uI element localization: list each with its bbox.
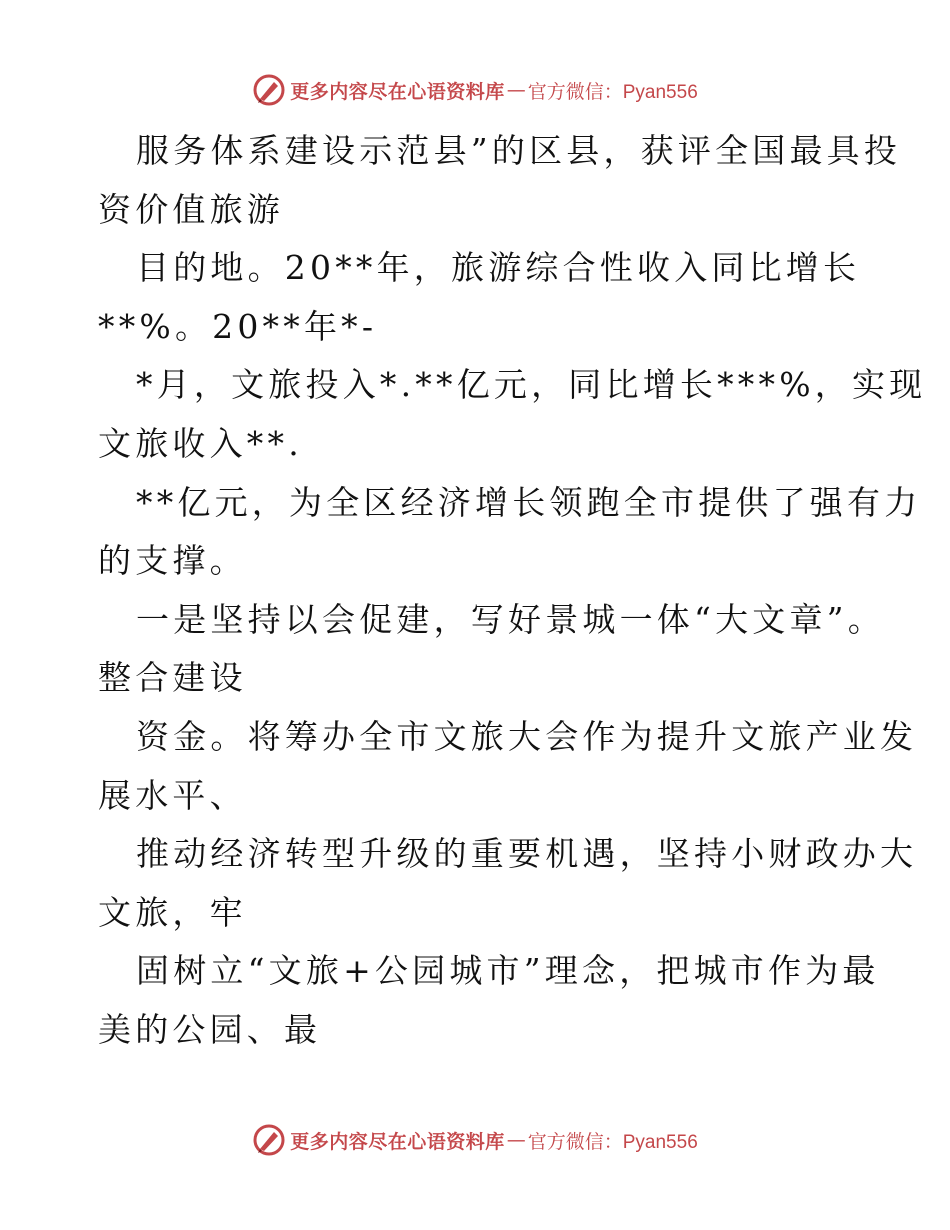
header-banner (0, 70, 950, 110)
body-line: 文旅，牢 (98, 892, 247, 932)
banner-account: 官方微信：Pyan556 (527, 1131, 698, 1153)
body-line: *月，文旅投入*.**亿元，同比增长***%，实现 (136, 365, 927, 405)
pen-logo-icon (252, 1123, 286, 1157)
body-line: 目的地。20**年，旅游综合性收入同比增长 (136, 248, 861, 288)
footer-banner (0, 1120, 950, 1160)
banner-account: 官方微信：Pyan556 (527, 81, 698, 103)
body-line: 整合建设 (98, 658, 247, 698)
body-line: 固树立“文旅+公园城市”理念，把城市作为最 (136, 951, 880, 991)
body-line: 推动经济转型升级的重要机遇，坚持小财政办大 (136, 834, 918, 874)
body-line: 资金。将筹办全市文旅大会作为提升文旅产业发 (136, 716, 918, 756)
body-line: 展水平、 (98, 775, 247, 815)
document-body (98, 122, 927, 1060)
banner-text: 更多内容尽在心语资料库 (290, 1130, 505, 1153)
body-line: 的支撑。 (98, 541, 247, 581)
body-line: **亿元，为全区经济增长领跑全市提供了强有力 (136, 482, 922, 522)
banner-dash: — (506, 79, 526, 101)
body-line: 一是坚持以会促建，写好景城一体“大文章”。 (136, 599, 885, 639)
banner-dash: — (506, 1129, 526, 1151)
body-line: 文旅收入**. (98, 423, 303, 463)
body-line: 服务体系建设示范县”的区县，获评全国最具投 (136, 131, 902, 170)
banner-text: 更多内容尽在心语资料库 (290, 80, 505, 103)
pen-logo-icon (252, 73, 286, 107)
body-line: **%。20**年*- (98, 306, 378, 346)
body-line: 美的公园、最 (98, 1009, 322, 1049)
body-line: 资价值旅游 (98, 189, 284, 229)
